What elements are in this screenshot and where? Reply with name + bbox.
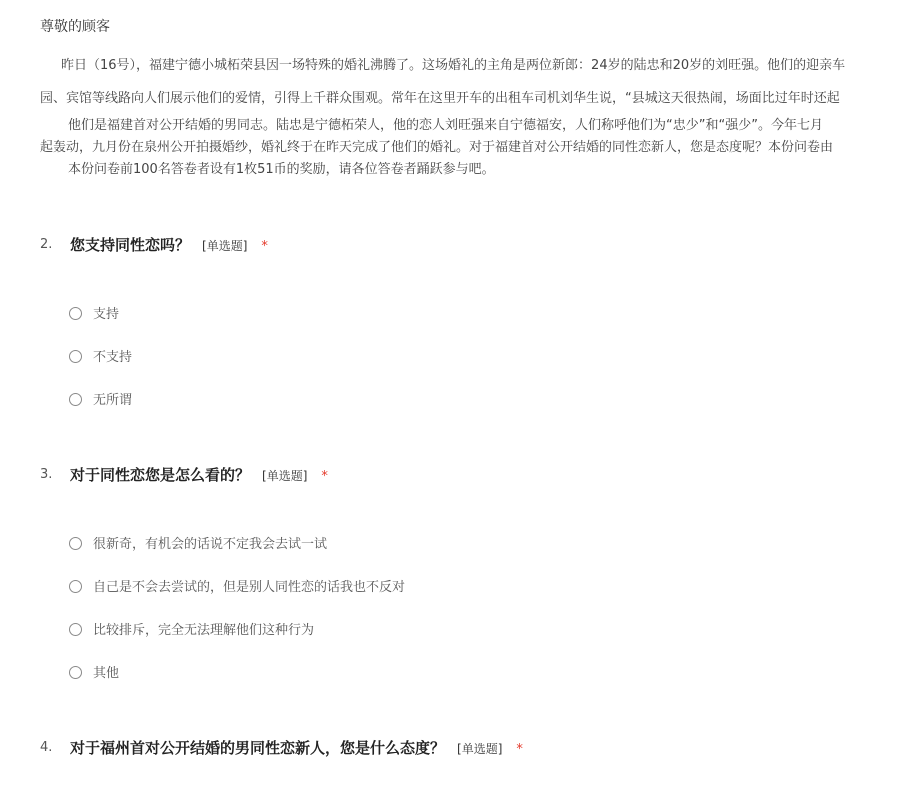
greeting-text: 尊敬的顾客 <box>40 19 110 35</box>
intro-line-2: 园、宾馆等线路向人们展示他们的爱情，引得上千群众围观。常年在这里开车的出租车司机刘华生说，“县城这天很热闹，场面比过年时还起 <box>40 91 840 106</box>
option-label: 其他 <box>93 666 120 681</box>
radio-button[interactable] <box>69 580 82 593</box>
question-number: 2. <box>40 237 53 252</box>
question-text <box>70 464 328 488</box>
required-marker: * <box>321 469 328 484</box>
question-type-badge: [单选题] <box>262 469 308 483</box>
intro-line-4: 起轰动，九月份在泉州公开拍摄婚纱，婚礼终于在昨天完成了他们的婚礼。对于福建首对公开结婚的同性恋新人，您是态度呢？本份问卷由 <box>40 140 834 155</box>
question-label: 对于同性恋您是怎么看的？ <box>70 466 251 484</box>
question-number: 4. <box>40 740 53 755</box>
question-label: 对于福州首对公开结婚的男同性恋新人，您是什么态度？ <box>70 739 446 757</box>
intro-line-1: 昨日（16号），福建宁德小城柘荣县因一场特殊的婚礼沸腾了。这场婚礼的主角是两位新郎：24岁的陆忠和20岁的刘旺强。他们的迎亲车 <box>61 58 846 73</box>
radio-button[interactable] <box>69 393 82 406</box>
option-label: 自己是不会去尝试的，但是别人同性恋的话我也不反对 <box>93 580 406 595</box>
question-number: 3. <box>40 467 53 482</box>
radio-button[interactable] <box>69 307 82 320</box>
option-label: 很新奇，有机会的话说不定我会去试一试 <box>93 537 328 552</box>
radio-button[interactable] <box>69 666 82 679</box>
option-label: 比较排斥，完全无法理解他们这种行为 <box>93 623 315 638</box>
intro-line-5: 本份问卷前100名答卷者设有1枚51币的奖励，请各位答卷者踊跃参与吧。 <box>68 162 495 177</box>
question-text <box>70 234 268 258</box>
option-label: 不支持 <box>93 350 133 365</box>
question-label: 您支持同性恋吗？ <box>70 236 191 254</box>
question-type-badge: [单选题] <box>202 239 248 253</box>
intro-line-3: 他们是福建首对公开结婚的男同志。陆忠是宁德柘荣人，他的恋人刘旺强来自宁德福安，人们称呼他们为“忠少”和“强少”。今年七月 <box>68 118 823 133</box>
option-label: 无所谓 <box>93 393 133 408</box>
option-label: 支持 <box>93 307 120 322</box>
radio-button[interactable] <box>69 537 82 550</box>
question-type-badge: [单选题] <box>457 742 503 756</box>
radio-button[interactable] <box>69 623 82 636</box>
required-marker: * <box>516 742 523 757</box>
required-marker: * <box>261 239 268 254</box>
radio-button[interactable] <box>69 350 82 363</box>
question-text <box>70 737 523 761</box>
